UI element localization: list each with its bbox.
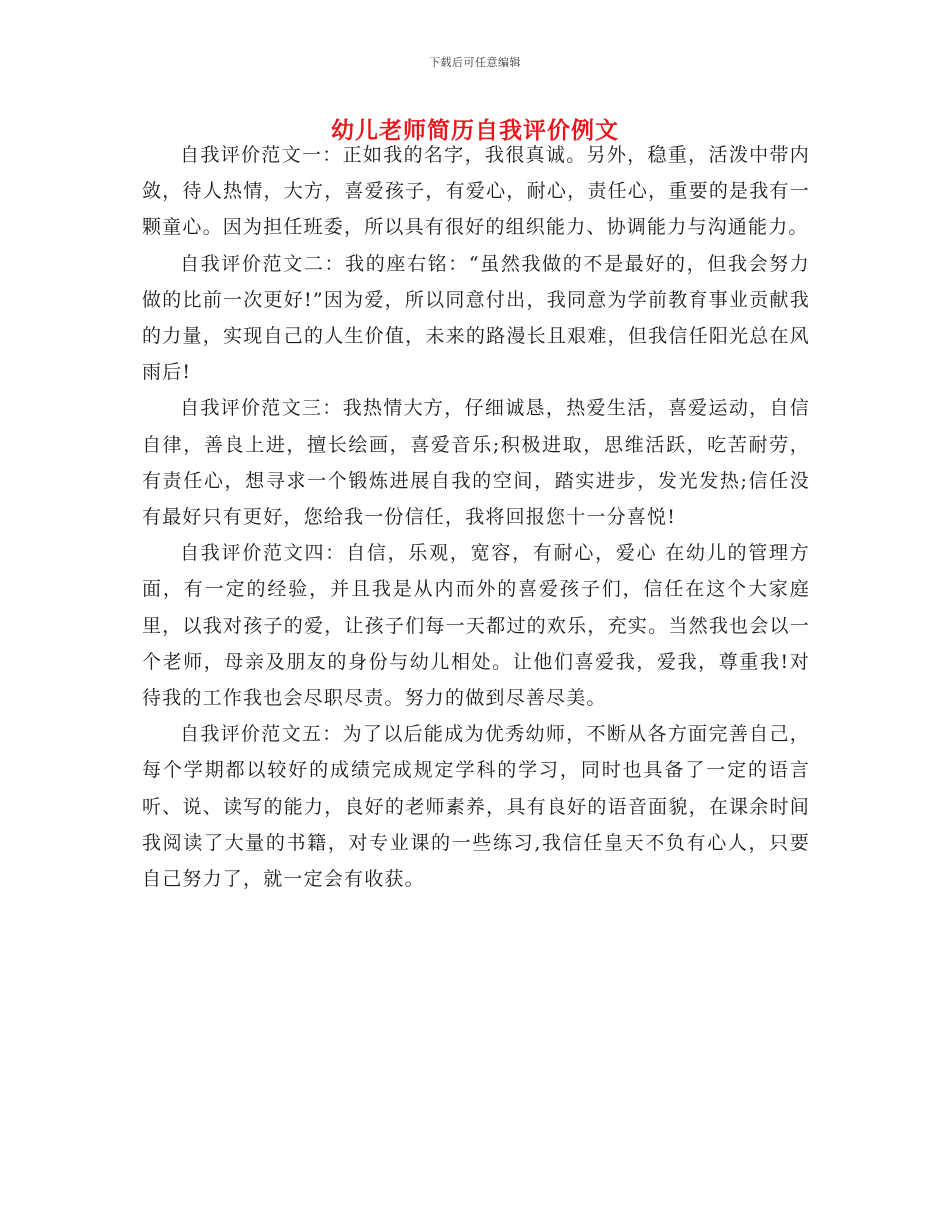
paragraph-3: 自我评价范文三：我热情大方，仔细诚恳，热爱生活，喜爱运动，自信自律，善良上进，擅长绘画，喜爱音乐;积极进取，思维活跃，吃苦耐劳，有责任心，想寻求一个锻炼进展自我的空间，踏实进步，发光发热;信任没有最好只有更好，您给我一份信任，我将回报您十一分喜悦! bbox=[142, 397, 810, 529]
header-note: 下载后可任意编辑 bbox=[429, 56, 521, 69]
paragraph-1: 自我评价范文一：正如我的名字，我很真诚。另外，稳重，活泼中带内敛，待人热情，大方，喜爱孩子，有爱心，耐心，责任心，重要的是我有一颗童心。因为担任班委，所以具有很好的组织能力、协调能力与沟通能力。 bbox=[142, 144, 810, 239]
paragraph-4: 自我评价范文四：自信，乐观，宽容，有耐心，爱心 在幼儿的管理方面，有一定的经验，并且我是从内而外的喜爱孩子们，信任在这个大家庭里，以我对孩子的爱，让孩子们每一天都过的欢乐，充实。当然我也会以一个老师，母亲及朋友的身份与幼儿相处。让他们喜爱我，爱我，尊重我!对待我的工作我也会尽职尽责。努力的做到尽善尽美。 bbox=[142, 542, 810, 710]
document-body bbox=[142, 137, 810, 897]
document-title: 幼儿老师简历自我评价例文 bbox=[331, 117, 619, 144]
paragraph-2: 自我评价范文二：我的座右铭：“虽然我做的不是最好的，但我会努力做的比前一次更好!”因为爱，所以同意付出，我同意为学前教育事业贡献我的力量，实现自己的人生价值，未来的路漫长且艰难，但我信任阳光总在风雨后! bbox=[142, 252, 810, 384]
paragraph-5: 自我评价范文五：为了以后能成为优秀幼师，不断从各方面完善自己，每个学期都以较好的成绩完成规定学科的学习，同时也具备了一定的语言听、说、读写的能力，良好的老师素养，具有良好的语音面貌，在课余时间我阅读了大量的书籍，对专业课的一些练习,我信任皇天不负有心人，只要自己努力了，就一定会有收获。 bbox=[142, 723, 810, 891]
